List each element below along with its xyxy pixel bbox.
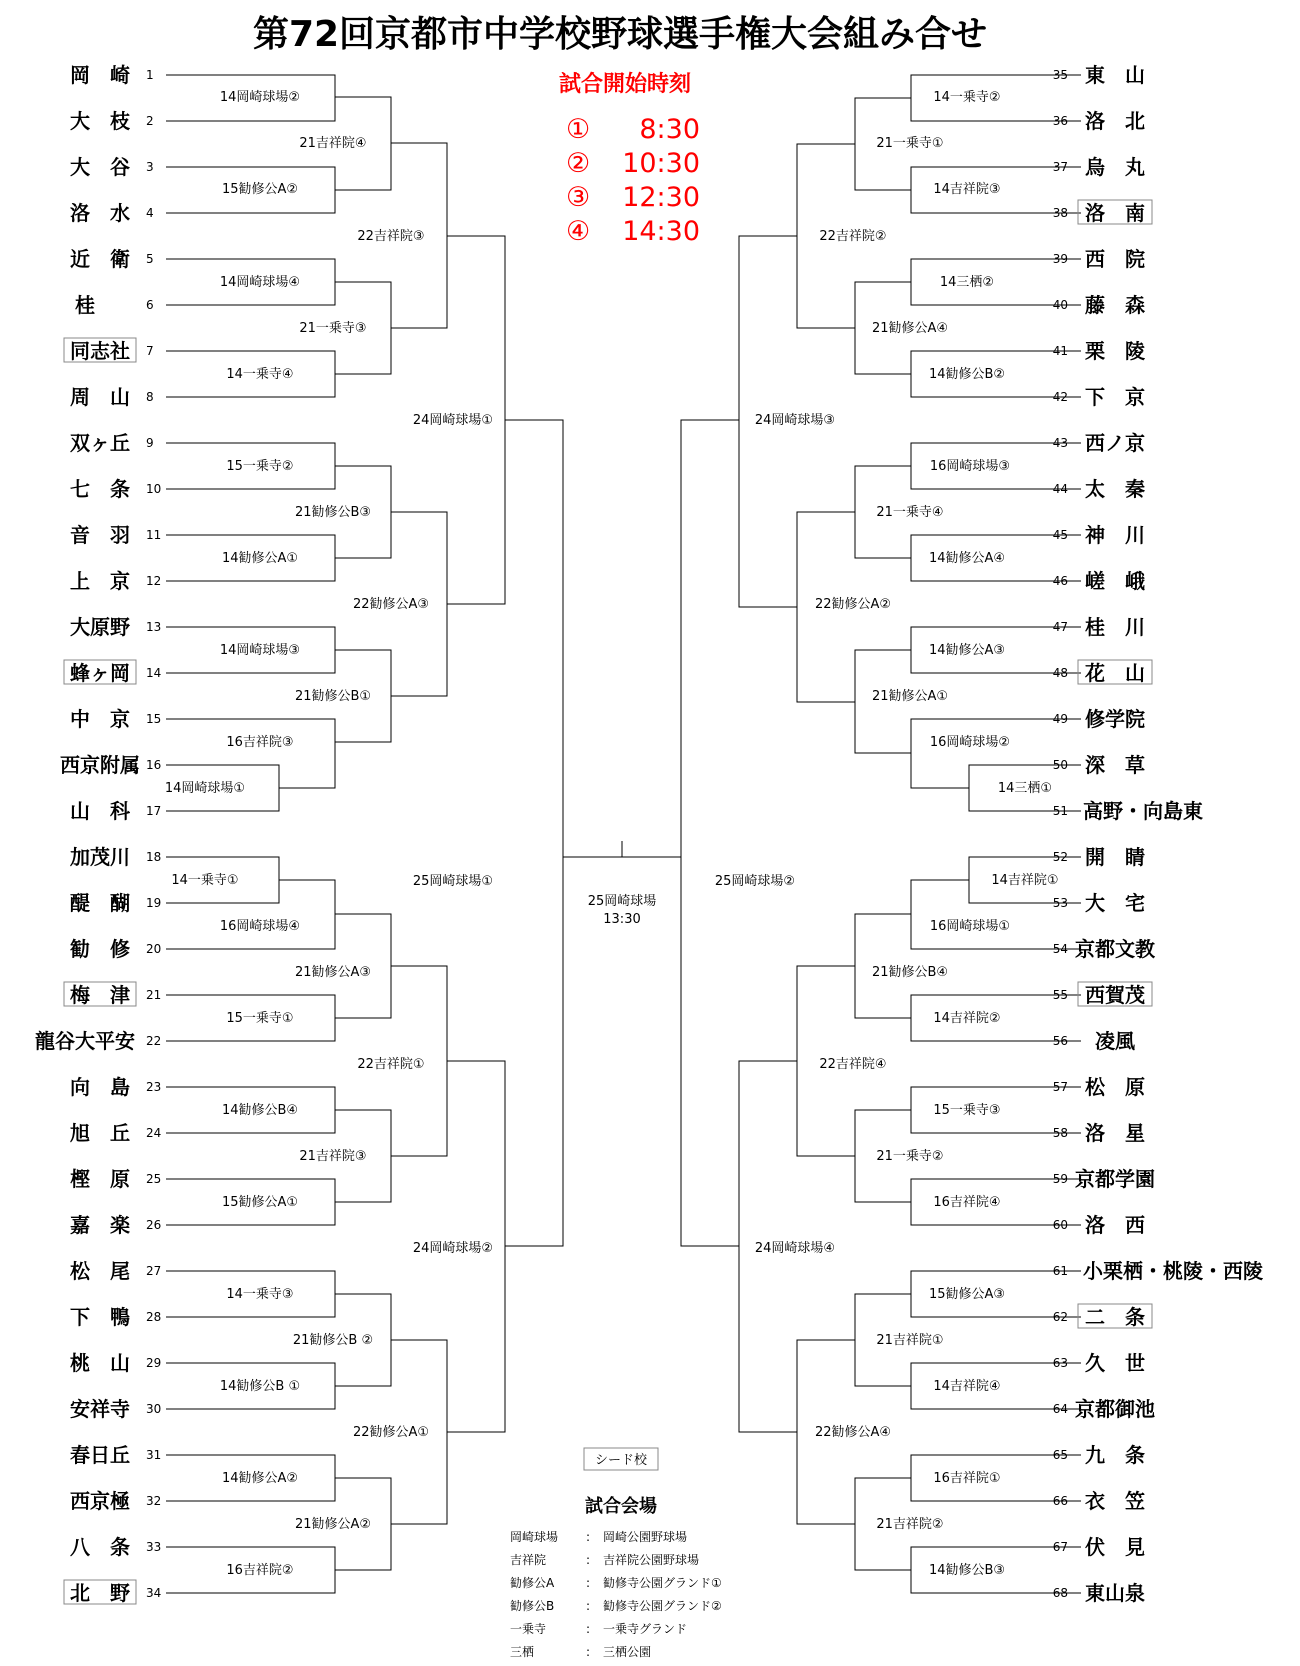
match-label: 24岡崎球場① (412, 413, 494, 428)
team-name: 加茂川 (70, 845, 130, 869)
match-label: 22吉祥院② (819, 229, 887, 244)
match-label: 22勧修公A① (352, 1425, 430, 1440)
team-name: 烏 丸 (1085, 155, 1145, 179)
team-name: 双ヶ丘 (70, 431, 130, 455)
team-name: 太 秦 (1085, 477, 1145, 501)
match-label: 15一乗寺① (226, 1011, 294, 1026)
team-number: 66 (1052, 1494, 1068, 1508)
team-number: 64 (1052, 1402, 1068, 1416)
match-label: 14勧修公A③ (928, 643, 1006, 658)
team-name: 音 羽 (70, 523, 130, 547)
team-number: 54 (1052, 942, 1068, 956)
match-label: 21勧修公B④ (871, 965, 949, 980)
team-number: 7 (146, 344, 154, 358)
team-name: 東山泉 (1085, 1581, 1145, 1605)
match-label: 16岡崎球場④ (219, 919, 301, 934)
team-name: 同志社 (70, 339, 130, 363)
match-labels (165, 89, 1059, 1578)
team-number: 14 (146, 666, 162, 680)
team-name: 京都学園 (1075, 1167, 1155, 1191)
team-number: 8 (146, 390, 154, 404)
team-number: 13 (146, 620, 162, 634)
venue-abbr: 三栖 (510, 1645, 535, 1659)
match-label: 21勧修公B ② (292, 1333, 374, 1348)
team-number: 46 (1052, 574, 1068, 588)
match-label: 21勧修公B① (294, 689, 372, 704)
team-number: 9 (146, 436, 154, 450)
team-number: 60 (1052, 1218, 1068, 1232)
match-label: 21一乗寺③ (299, 321, 367, 336)
venue-abbr: 吉祥院 (510, 1553, 547, 1567)
match-label: 14一乗寺① (171, 873, 239, 888)
match-label: 21吉祥院④ (299, 136, 367, 151)
team-name: 凌風 (1095, 1029, 1135, 1053)
match-label: 21勧修公A② (294, 1517, 372, 1532)
team-name: 勧 修 (70, 937, 130, 961)
team-number: 48 (1052, 666, 1068, 680)
match-label: 24岡崎球場④ (754, 1241, 836, 1256)
team-number: 29 (146, 1356, 162, 1370)
team-number: 3 (146, 160, 154, 174)
team-number: 57 (1052, 1080, 1068, 1094)
match-label: 14吉祥院① (991, 873, 1059, 888)
match-label: 24岡崎球場③ (754, 413, 836, 428)
team-name: 蜂ヶ岡 (70, 661, 130, 685)
team-number: 24 (146, 1126, 162, 1140)
start-time-mark: ④ (566, 216, 591, 247)
match-label: 14吉祥院③ (933, 182, 1001, 197)
team-name: 栗 陵 (1085, 339, 1145, 363)
team-name: 桃 山 (70, 1351, 130, 1375)
seed-legend-label: シード校 (594, 1453, 648, 1468)
match-label: 21一乗寺② (876, 1149, 944, 1164)
match-label: 14勧修公B④ (221, 1103, 299, 1118)
team-name: 春日丘 (70, 1443, 130, 1467)
match-label: 15勧修公A② (221, 182, 299, 197)
match-label: 14勧修公B ① (219, 1379, 301, 1394)
team-name: 西京極 (70, 1489, 130, 1513)
start-time-value: 12:30 (622, 182, 700, 213)
team-number: 42 (1052, 390, 1068, 404)
match-label: 14岡崎球場④ (219, 275, 301, 290)
team-number: 55 (1052, 988, 1068, 1002)
final-time: 13:30 (603, 912, 641, 927)
venue-full: 一乗寺グランド (603, 1622, 688, 1636)
team-number: 32 (146, 1494, 162, 1508)
team-name: 旭 丘 (70, 1121, 130, 1145)
team-number: 23 (146, 1080, 162, 1094)
team-name: 山 科 (70, 799, 130, 823)
venue-abbr: 勧修公A (510, 1576, 555, 1590)
match-label: 21勧修公A④ (871, 321, 949, 336)
match-label: 15一乗寺② (226, 459, 294, 474)
match-label: 25岡崎球場① (412, 874, 494, 889)
team-name: 西京附属 (60, 753, 140, 777)
team-name: 西賀茂 (1085, 983, 1145, 1007)
team-name: 上 京 (70, 569, 130, 593)
match-label: 16吉祥院④ (933, 1195, 1001, 1210)
team-number: 43 (1052, 436, 1068, 450)
team-name: 下 鴨 (70, 1305, 130, 1329)
team-number: 21 (146, 988, 162, 1002)
team-name: 洛 西 (1085, 1213, 1145, 1237)
team-name: 七 条 (70, 477, 130, 501)
team-number: 11 (146, 528, 162, 542)
team-name: 二 条 (1085, 1305, 1145, 1329)
match-label: 16吉祥院② (226, 1563, 294, 1578)
venue-sep: : (586, 1553, 591, 1567)
venue-full: 三栖公園 (603, 1645, 652, 1659)
team-number: 1 (146, 68, 154, 82)
match-label: 22吉祥院③ (357, 229, 425, 244)
team-number: 10 (146, 482, 162, 496)
team-number: 53 (1052, 896, 1068, 910)
team-number: 6 (146, 298, 154, 312)
team-name: 桂 川 (1085, 615, 1145, 639)
venue-heading: 試合会場 (585, 1496, 657, 1517)
venue-list (510, 1495, 722, 1659)
match-label: 21吉祥院① (876, 1333, 944, 1348)
match-label: 14岡崎球場③ (219, 643, 301, 658)
final-venue: 25岡崎球場 (587, 894, 657, 909)
venue-sep: : (586, 1599, 591, 1613)
team-name: 醍 醐 (70, 891, 130, 915)
team-number: 47 (1052, 620, 1068, 634)
team-number: 63 (1052, 1356, 1068, 1370)
team-name: 嵯 峨 (1085, 569, 1145, 593)
team-number: 17 (146, 804, 162, 818)
team-number: 36 (1052, 114, 1068, 128)
team-name: 龍谷大平安 (35, 1029, 135, 1053)
team-name: 衣 笠 (1085, 1489, 1145, 1513)
team-number: 16 (146, 758, 162, 772)
team-name: 京都御池 (1075, 1397, 1155, 1421)
team-number: 44 (1052, 482, 1068, 496)
team-name: 安祥寺 (70, 1397, 130, 1421)
match-label: 14勧修公B③ (928, 1563, 1006, 1578)
team-number: 51 (1052, 804, 1068, 818)
team-number: 27 (146, 1264, 162, 1278)
match-label: 21吉祥院③ (299, 1149, 367, 1164)
team-name: 開 睛 (1085, 845, 1145, 869)
team-name: 小栗栖・桃陵・西陵 (1083, 1259, 1263, 1283)
match-label: 15一乗寺③ (933, 1103, 1001, 1118)
team-number: 62 (1052, 1310, 1068, 1324)
match-label: 14一乗寺② (933, 90, 1001, 105)
team-name: 神 川 (1085, 523, 1145, 547)
match-label: 14吉祥院② (933, 1011, 1001, 1026)
team-name: 大 宅 (1085, 891, 1145, 915)
team-name: 花 山 (1085, 661, 1145, 685)
match-label: 22勧修公A② (814, 597, 892, 612)
team-number: 67 (1052, 1540, 1068, 1554)
match-label: 14三栖① (997, 781, 1053, 796)
team-number: 34 (146, 1586, 162, 1600)
team-name: 洛 星 (1085, 1121, 1145, 1145)
match-label: 21勧修公A③ (294, 965, 372, 980)
team-number: 33 (146, 1540, 162, 1554)
match-label: 14一乗寺④ (226, 367, 294, 382)
team-number: 18 (146, 850, 162, 864)
team-number: 12 (146, 574, 162, 588)
team-name: 修学院 (1085, 707, 1145, 731)
team-name: 大 枝 (70, 109, 130, 133)
team-name: 桂 (75, 293, 95, 317)
match-label: 14勧修公A① (221, 551, 299, 566)
match-label: 14三栖② (939, 275, 995, 290)
match-label: 22勧修公A③ (352, 597, 430, 612)
team-number: 52 (1052, 850, 1068, 864)
start-times (559, 71, 700, 247)
team-number: 30 (146, 1402, 162, 1416)
start-time-mark: ① (566, 114, 591, 145)
venue-abbr: 岡崎球場 (510, 1530, 559, 1544)
team-name: 九 条 (1085, 1443, 1145, 1467)
venue-sep: : (586, 1530, 591, 1544)
team-number: 35 (1052, 68, 1068, 82)
team-name: 西 院 (1085, 247, 1145, 271)
venue-sep: : (586, 1645, 591, 1659)
team-name: 西ノ京 (1085, 431, 1145, 455)
team-name: 八 条 (70, 1535, 130, 1559)
team-name: 梅 津 (70, 983, 130, 1007)
match-label: 25岡崎球場② (714, 874, 796, 889)
match-label: 16吉祥院③ (226, 735, 294, 750)
team-number: 49 (1052, 712, 1068, 726)
match-label: 21勧修公B③ (294, 505, 372, 520)
match-label: 24岡崎球場② (412, 1241, 494, 1256)
team-name: 大 谷 (70, 155, 130, 179)
team-number: 28 (146, 1310, 162, 1324)
match-label: 14岡崎球場② (219, 90, 301, 105)
venue-sep: : (586, 1576, 591, 1590)
match-label: 16岡崎球場① (929, 919, 1011, 934)
team-number: 19 (146, 896, 162, 910)
team-name: 洛 南 (1085, 201, 1145, 225)
team-number: 22 (146, 1034, 162, 1048)
team-name: 近 衛 (70, 247, 130, 271)
team-number: 65 (1052, 1448, 1068, 1462)
venue-full: 吉祥院公園野球場 (603, 1553, 700, 1567)
team-number: 25 (146, 1172, 162, 1186)
team-name: 中 京 (70, 707, 130, 731)
team-name: 嘉 楽 (70, 1213, 130, 1237)
match-label: 22吉祥院④ (819, 1057, 887, 1072)
team-name: 藤 森 (1085, 293, 1145, 317)
venue-abbr: 一乗寺 (510, 1622, 547, 1636)
team-number: 45 (1052, 528, 1068, 542)
team-number: 41 (1052, 344, 1068, 358)
team-name: 向 島 (70, 1075, 130, 1099)
team-name: 松 原 (1085, 1075, 1145, 1099)
venue-sep: : (586, 1622, 591, 1636)
start-time-value: 8:30 (639, 114, 700, 145)
match-label: 14一乗寺③ (226, 1287, 294, 1302)
match-label: 14岡崎球場① (164, 781, 246, 796)
page-title: 第72回京都市中学校野球選手権大会組み合せ (252, 14, 988, 55)
team-number: 38 (1052, 206, 1068, 220)
team-name: 東 山 (1085, 63, 1145, 87)
match-label: 16岡崎球場② (929, 735, 1011, 750)
match-label: 21勧修公A① (871, 689, 949, 704)
team-number: 31 (146, 1448, 162, 1462)
match-label: 16吉祥院① (933, 1471, 1001, 1486)
match-label: 21一乗寺① (876, 136, 944, 151)
start-time-mark: ③ (566, 182, 591, 213)
team-name: 周 山 (70, 385, 130, 409)
team-list (35, 63, 1263, 1605)
match-label: 22吉祥院① (357, 1057, 425, 1072)
team-number: 56 (1052, 1034, 1068, 1048)
match-label: 15勧修公A③ (928, 1287, 1006, 1302)
start-time-mark: ② (566, 148, 591, 179)
team-name: 京都文教 (1075, 937, 1155, 961)
team-name: 久 世 (1085, 1351, 1145, 1375)
team-name: 岡 崎 (70, 63, 130, 87)
start-time-value: 10:30 (622, 148, 700, 179)
start-time-value: 14:30 (622, 216, 700, 247)
match-label: 14吉祥院④ (933, 1379, 1001, 1394)
venue-abbr: 勧修公B (510, 1599, 555, 1613)
team-number: 40 (1052, 298, 1068, 312)
team-number: 59 (1052, 1172, 1068, 1186)
team-number: 26 (146, 1218, 162, 1232)
team-number: 61 (1052, 1264, 1068, 1278)
team-name: 洛 水 (70, 201, 130, 225)
team-number: 5 (146, 252, 154, 266)
team-number: 2 (146, 114, 154, 128)
team-number: 4 (146, 206, 154, 220)
team-name: 深 草 (1085, 753, 1145, 777)
match-label: 14勧修公A④ (928, 551, 1006, 566)
team-name: 北 野 (70, 1581, 130, 1605)
venue-full: 勧修寺公園グランド② (603, 1599, 722, 1613)
venue-full: 岡崎公園野球場 (603, 1530, 688, 1544)
match-label: 16岡崎球場③ (929, 459, 1011, 474)
team-number: 20 (146, 942, 162, 956)
team-number: 39 (1052, 252, 1068, 266)
team-number: 37 (1052, 160, 1068, 174)
bracket-lines (166, 75, 1081, 1593)
team-name: 大原野 (70, 615, 130, 639)
team-number: 15 (146, 712, 162, 726)
match-label: 14勧修公A② (221, 1471, 299, 1486)
team-name: 洛 北 (1085, 109, 1145, 133)
team-name: 下 京 (1085, 385, 1145, 409)
match-label: 15勧修公A① (221, 1195, 299, 1210)
team-name: 伏 見 (1085, 1535, 1145, 1559)
team-number: 58 (1052, 1126, 1068, 1140)
team-name: 高野・向島東 (1083, 799, 1203, 823)
match-label: 21吉祥院② (876, 1517, 944, 1532)
match-label: 14勧修公B② (928, 367, 1006, 382)
match-label: 22勧修公A④ (814, 1425, 892, 1440)
team-number: 50 (1052, 758, 1068, 772)
team-number: 68 (1052, 1586, 1068, 1600)
team-name: 樫 原 (70, 1167, 130, 1191)
team-name: 松 尾 (70, 1259, 130, 1283)
start-times-heading: 試合開始時刻 (558, 72, 692, 97)
venue-full: 勧修寺公園グランド① (603, 1576, 722, 1590)
match-label: 21一乗寺④ (876, 505, 944, 520)
